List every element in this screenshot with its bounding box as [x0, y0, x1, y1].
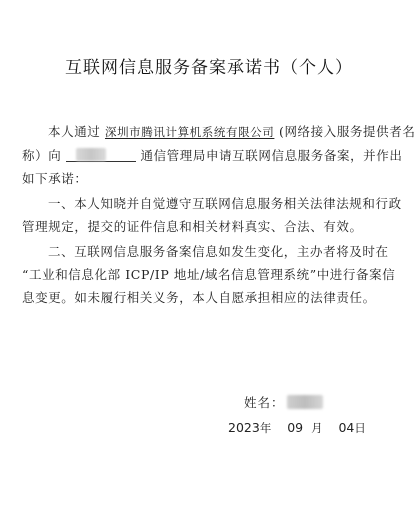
- intro-line-3: 如下承诺：: [22, 171, 88, 186]
- signature-date: [228, 420, 366, 436]
- provider-company-name: 深圳市腾讯计算机系统有限公司: [104, 125, 275, 139]
- redaction-blur: [76, 148, 106, 161]
- redacted-province-field: [66, 148, 136, 162]
- document-title: 互联网信息服务备案承诺书（个人）: [65, 58, 353, 78]
- commitment-2-line-2: “工业和信息化部 ICP/IP 地址/域名信息管理系统”中进行备案信: [22, 267, 396, 282]
- date-day: 04: [338, 420, 355, 435]
- commitment-2-line-3: 息变更。如未履行相关义务，本人自愿承担相应的法律责任。: [22, 290, 376, 305]
- date-month-unit: 月: [311, 421, 323, 435]
- intro-line-2-suffix: 通信管理局申请互联网信息服务备案，并作出: [140, 148, 403, 163]
- commitment-1-line-1: 一、本人知晓并自觉遵守互联网信息服务相关法律法规和行政: [48, 196, 402, 211]
- commitment-2-line-1: 二、互联网信息服务备案信息如发生变化，主办者将及时在: [48, 244, 389, 259]
- paragraph-commitment-1: [22, 192, 400, 238]
- commitment-1-line-2: 管理规定，提交的证件信息和相关材料真实、合法、有效。: [22, 219, 363, 234]
- intro-prefix: 本人通过: [48, 124, 101, 139]
- signature-label: 姓名：: [244, 395, 285, 410]
- intro-line-1: [22, 120, 416, 144]
- date-year-unit: 年: [259, 421, 272, 435]
- paragraph-commitment-2: [22, 240, 400, 309]
- date-day-unit: 日: [354, 421, 366, 435]
- signature-row: [244, 393, 323, 411]
- intro-line-2-prefix: 称）向: [22, 148, 62, 163]
- intro-suffix: (网络接入服务提供者名: [278, 124, 416, 139]
- redacted-name: [287, 395, 323, 409]
- paragraph-intro: [22, 120, 416, 190]
- date-year: 2023: [228, 420, 260, 435]
- date-month: 09: [287, 420, 304, 435]
- intro-line-2: [22, 144, 403, 167]
